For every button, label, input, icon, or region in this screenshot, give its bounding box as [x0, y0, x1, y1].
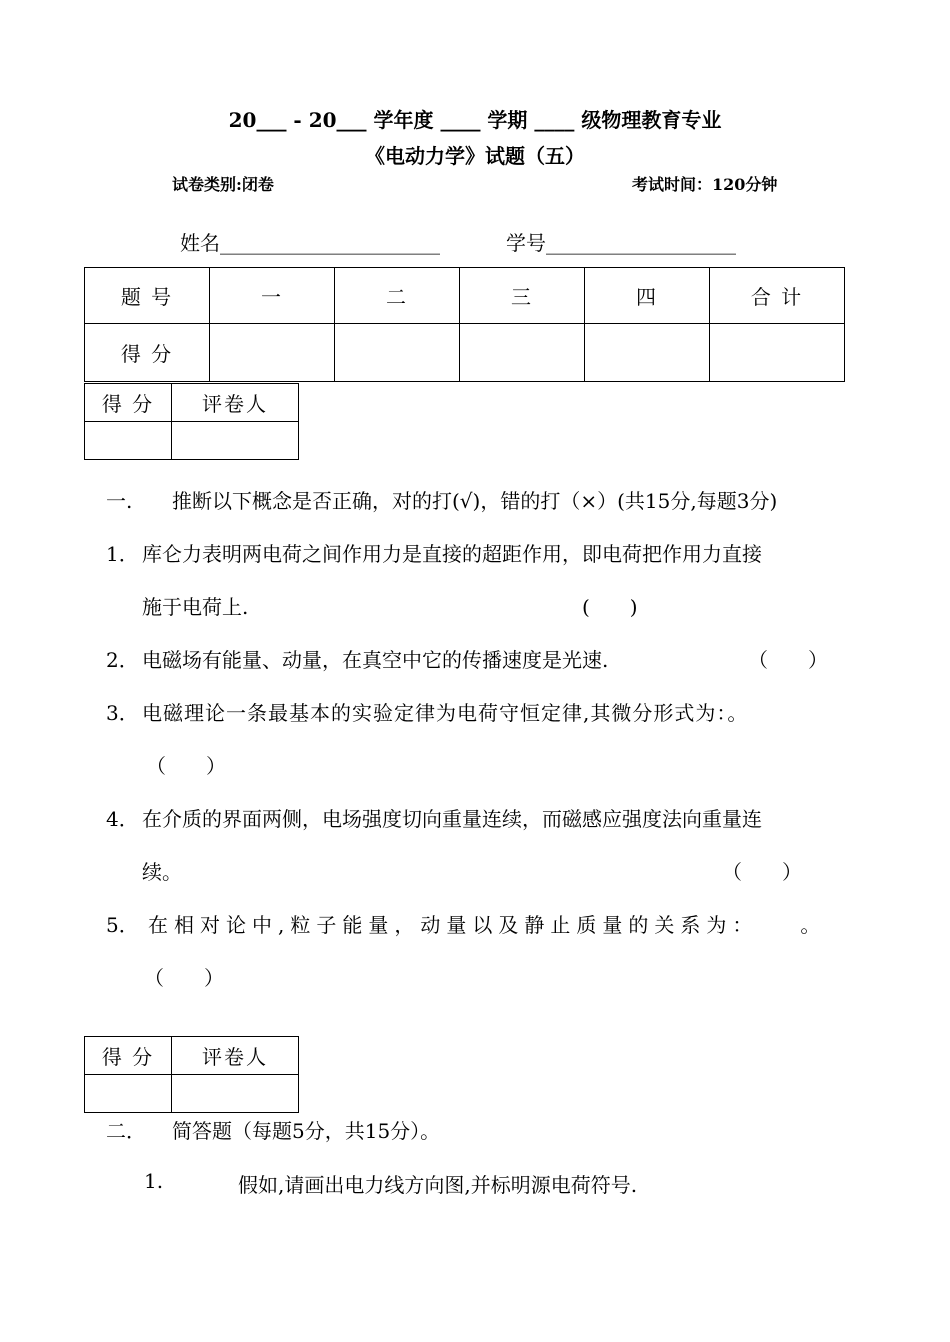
grader-score-cell[interactable]: [85, 1075, 172, 1113]
exam-time: 考试时间：120分钟: [632, 175, 778, 194]
answer-parentheses[interactable]: （ ）: [146, 754, 226, 778]
exam-subtitle: 《电动力学》试题（五）: [365, 144, 585, 168]
section2-number: 二．: [106, 1119, 146, 1143]
question-number: 1．: [106, 542, 139, 566]
answer-parentheses[interactable]: （ ）: [722, 860, 802, 884]
question-text: 电磁场有能量、动量，在真空中它的传播速度是光速.: [142, 648, 609, 672]
section1-number: 一.: [106, 489, 133, 513]
score-cell[interactable]: [710, 324, 845, 382]
question-text: 在相对论中,粒子能量，动量以及静止质量的关系为： 。: [148, 913, 827, 937]
score-table-header-row: [85, 268, 845, 324]
question-number: 3．: [106, 701, 139, 725]
question-number: 5．: [106, 913, 139, 937]
answer-parentheses[interactable]: （ ）: [748, 648, 828, 672]
grader-score-label: 得 分: [85, 1037, 172, 1075]
question-text-cont: 施于电荷上.: [142, 595, 249, 619]
answer-parentheses[interactable]: ( ): [582, 595, 638, 619]
question-number: 2．: [106, 648, 139, 672]
score-cell[interactable]: [335, 324, 460, 382]
score-cell[interactable]: [585, 324, 710, 382]
score-cell[interactable]: [210, 324, 335, 382]
grader-label: 评卷人: [172, 1037, 299, 1075]
question-text-cont: 续。: [142, 860, 182, 884]
header-cell: 四: [585, 268, 710, 324]
question-text: 在介质的界面两侧，电场强度切向重量连续，而磁感应强度法向重量连: [142, 807, 762, 831]
section2-q1-number: 1.: [144, 1169, 164, 1193]
section2-q1-text: 假如,请画出电力线方向图,并标明源电荷符号.: [238, 1173, 638, 1197]
section2-heading: 简答题（每题5分，共15分）。: [172, 1119, 441, 1143]
score-table: [84, 267, 845, 382]
score-table-score-row: [85, 324, 845, 382]
name-field: 姓名______________________: [180, 231, 440, 255]
header-cell: 二: [335, 268, 460, 324]
exam-type: 试卷类别:闭卷: [172, 175, 274, 194]
grader-score-label: 得 分: [85, 384, 172, 422]
student-id-field: 学号___________________: [506, 231, 736, 255]
grader-score-cell[interactable]: [85, 422, 172, 460]
score-cell[interactable]: [460, 324, 585, 382]
exam-title: 20___ - 20___ 学年度 ____ 学期 ____ 级物理教育专业: [228, 108, 722, 132]
header-cell: 合 计: [710, 268, 845, 324]
grader-box-1: [84, 383, 299, 460]
header-cell: 三: [460, 268, 585, 324]
header-cell: 题 号: [85, 268, 210, 324]
section1-heading: 推断以下概念是否正确，对的打(√)，错的打（×）(共15分,每题3分): [172, 489, 778, 513]
header-cell: 一: [210, 268, 335, 324]
question-text: 库仑力表明两电荷之间作用力是直接的超距作用，即电荷把作用力直接: [142, 542, 762, 566]
grader-box-2: [84, 1036, 299, 1113]
question-number: 4．: [106, 807, 139, 831]
grader-name-cell[interactable]: [172, 1075, 299, 1113]
question-text: 电磁理论一条最基本的实验定律为电荷守恒定律,其微分形式为：。: [142, 701, 749, 725]
answer-parentheses[interactable]: （ ）: [144, 966, 224, 990]
score-row-label: 得 分: [85, 324, 210, 382]
grader-label: 评卷人: [172, 384, 299, 422]
grader-name-cell[interactable]: [172, 422, 299, 460]
